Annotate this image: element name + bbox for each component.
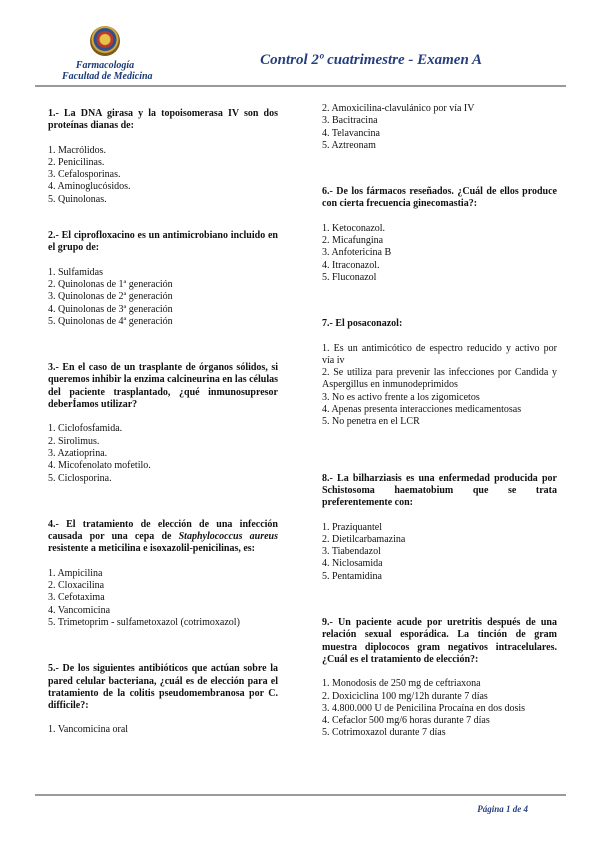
footer-divider	[35, 794, 566, 796]
option-2[interactable]: 2. Se utiliza para prevenir las infecciones por Candida y Aspergillus en inmunodeprimidos	[322, 367, 557, 391]
option-2[interactable]: 2. Cloxacilina	[48, 580, 105, 592]
question-text: 2.- El ciprofloxacino es un antimicrobiano incluido en el grupo de:	[48, 230, 278, 254]
option-2[interactable]: 2. Doxiciclina 100 mg/12h durante 7 días	[322, 690, 488, 702]
left-column	[48, 108, 278, 737]
question-text-part-2: resistente a meticilina e isoxazolil-penicilinas, es:	[48, 543, 256, 555]
question-9	[322, 617, 557, 740]
question-7	[322, 318, 557, 428]
question-text: 6.- De los fármacos reseñados. ¿Cuál de ellos produce con cierta frecuencia ginecomastia?:	[322, 186, 557, 210]
option-3[interactable]: 3. 4.800.000 U de Penicilina Procaína en dos dosis	[322, 702, 526, 714]
option-4[interactable]: 4. Niclosamida	[322, 558, 383, 570]
options-list	[48, 724, 278, 736]
option-1[interactable]: 1. Vancomicina oral	[48, 724, 129, 736]
option-4[interactable]: 4. Micofenolato mofetilo.	[48, 460, 151, 472]
options-list	[322, 343, 557, 429]
option-4[interactable]: 4. Aminoglucósidos.	[48, 181, 131, 193]
question-text-part-1: 4.- El tratamiento de elección de una infección causada por una cepa de	[48, 518, 278, 543]
right-column	[322, 103, 557, 740]
option-2[interactable]: 2. Sirolimus.	[48, 435, 100, 447]
options-list	[322, 522, 557, 583]
option-1[interactable]: 1. Praziquantel	[322, 521, 382, 533]
option-1[interactable]: 1. Ciclofosfamida.	[48, 423, 123, 435]
option-1[interactable]: 1. Monodosis de 250 mg de ceftriaxona	[322, 678, 481, 690]
option-2[interactable]: 2. Amoxicilina-clavulánico por vía IV	[322, 103, 475, 114]
exam-title: Control 2º cuatrimestre - Examen A	[260, 52, 482, 68]
university-seal-icon	[90, 26, 120, 56]
option-5[interactable]: 5. Quinolonas de 4ª generación	[48, 315, 173, 327]
faculty-logo	[62, 26, 153, 82]
option-5[interactable]: 5. Quinolonas.	[48, 193, 107, 205]
option-4[interactable]: 4. Apenas presenta interacciones medicamentosas	[322, 404, 522, 416]
options-list	[48, 568, 278, 629]
option-2[interactable]: 2. Dietilcarbamazina	[322, 533, 406, 545]
options-list	[48, 423, 278, 484]
option-1[interactable]: 1. Macrólidos.	[48, 144, 107, 156]
question-text	[48, 519, 278, 556]
question-text: 9.- Un paciente acude por uretritis después de una relación sexual esporádica. La tinción de gram muestra diplococos gram negativos intracelulares. ¿Cuál es el tratamiento de elección?:	[322, 617, 557, 665]
option-5[interactable]: 5. Ciclosporina.	[48, 472, 112, 484]
option-3[interactable]: 3. Tiabendazol	[322, 546, 381, 558]
options-list	[48, 267, 278, 328]
option-5[interactable]: 5. Trimetoprim - sulfametoxazol (cotrimoxazol)	[48, 616, 240, 628]
option-3[interactable]: 3. Quinolonas de 2ª generación	[48, 291, 173, 303]
option-2[interactable]: 2. Penicilinas.	[48, 156, 105, 168]
option-3[interactable]: 3. Azatioprina.	[48, 447, 108, 459]
option-4[interactable]: 4. Telavancina	[322, 127, 380, 139]
options-list	[322, 678, 557, 739]
option-3[interactable]: 3. Cefotaxima	[48, 592, 105, 604]
option-5[interactable]: 5. Fluconazol	[322, 271, 377, 283]
question-text: 8.- La bilharziasis es una enfermedad producida por Schistosoma haematobium que se trata preferentemente con:	[322, 472, 557, 509]
question-text: 7.- El posaconazol:	[322, 318, 403, 330]
option-1[interactable]: 1. Es un antimicótico de espectro reducido y activo por vía iv	[322, 342, 557, 366]
option-3[interactable]: 3. Cefalosporinas.	[48, 169, 121, 181]
species-name: Staphylococcus aureus	[178, 531, 278, 543]
option-5[interactable]: 5. Cotrimoxazol durante 7 días	[322, 727, 446, 739]
header-divider	[35, 85, 566, 87]
question-text: 3.- En el caso de un trasplante de órganos sólidos, si queremos inhibir la enzima calcineurina en las células del paciente trasplantado, ¿qué inmunosupresor deberÍamos utilizar?	[48, 362, 278, 411]
option-3[interactable]: 3. Anfotericina B	[322, 247, 392, 259]
options-list	[322, 103, 557, 152]
option-5[interactable]: 5. Aztreonam	[322, 139, 376, 151]
option-4[interactable]: 4. Cefaclor 500 mg/6 horas durante 7 días	[322, 715, 490, 727]
question-4	[48, 519, 278, 629]
option-1[interactable]: 1. Sulfamidas	[48, 266, 103, 278]
option-5[interactable]: 5. No penetra en el LCR	[322, 416, 420, 428]
option-2[interactable]: 2. Micafungina	[322, 235, 384, 247]
question-3	[48, 362, 278, 485]
question-1	[48, 108, 278, 206]
faculty-name: Facultad de Medicina	[62, 71, 153, 82]
question-5	[48, 663, 278, 736]
option-4[interactable]: 4. Vancomicina	[48, 604, 111, 616]
question-text: 5.- De los siguientes antibióticos que actúan sobre la pared celular bacteriana, ¿cuál es de elección para el tratamiento de la colitis pseudomembranosa por C. difficile?:	[48, 663, 278, 712]
page-number: Página 1 de 4	[477, 804, 528, 814]
option-4[interactable]: 4. Itraconazol.	[322, 259, 380, 271]
question-2	[48, 230, 278, 328]
question-text: 1.- La DNA girasa y la topoisomerasa IV son dos proteínas dianas de:	[48, 108, 278, 132]
question-8	[322, 473, 557, 583]
option-3[interactable]: 3. Bacitracina	[322, 115, 378, 127]
options-list	[48, 145, 278, 206]
option-4[interactable]: 4. Quinolonas de 3ª generación	[48, 303, 173, 315]
options-list	[322, 223, 557, 284]
option-3[interactable]: 3. No es activo frente a los zigomicetos	[322, 391, 480, 403]
question-6	[322, 186, 557, 284]
option-2[interactable]: 2. Quinolonas de 1ª generación	[48, 278, 173, 290]
question-5-continued	[322, 103, 557, 152]
org-name: Farmacología	[75, 60, 135, 71]
option-5[interactable]: 5. Pentamidina	[322, 570, 382, 582]
option-1[interactable]: 1. Ketoconazol.	[322, 222, 386, 234]
option-1[interactable]: 1. Ampicilina	[48, 567, 103, 579]
